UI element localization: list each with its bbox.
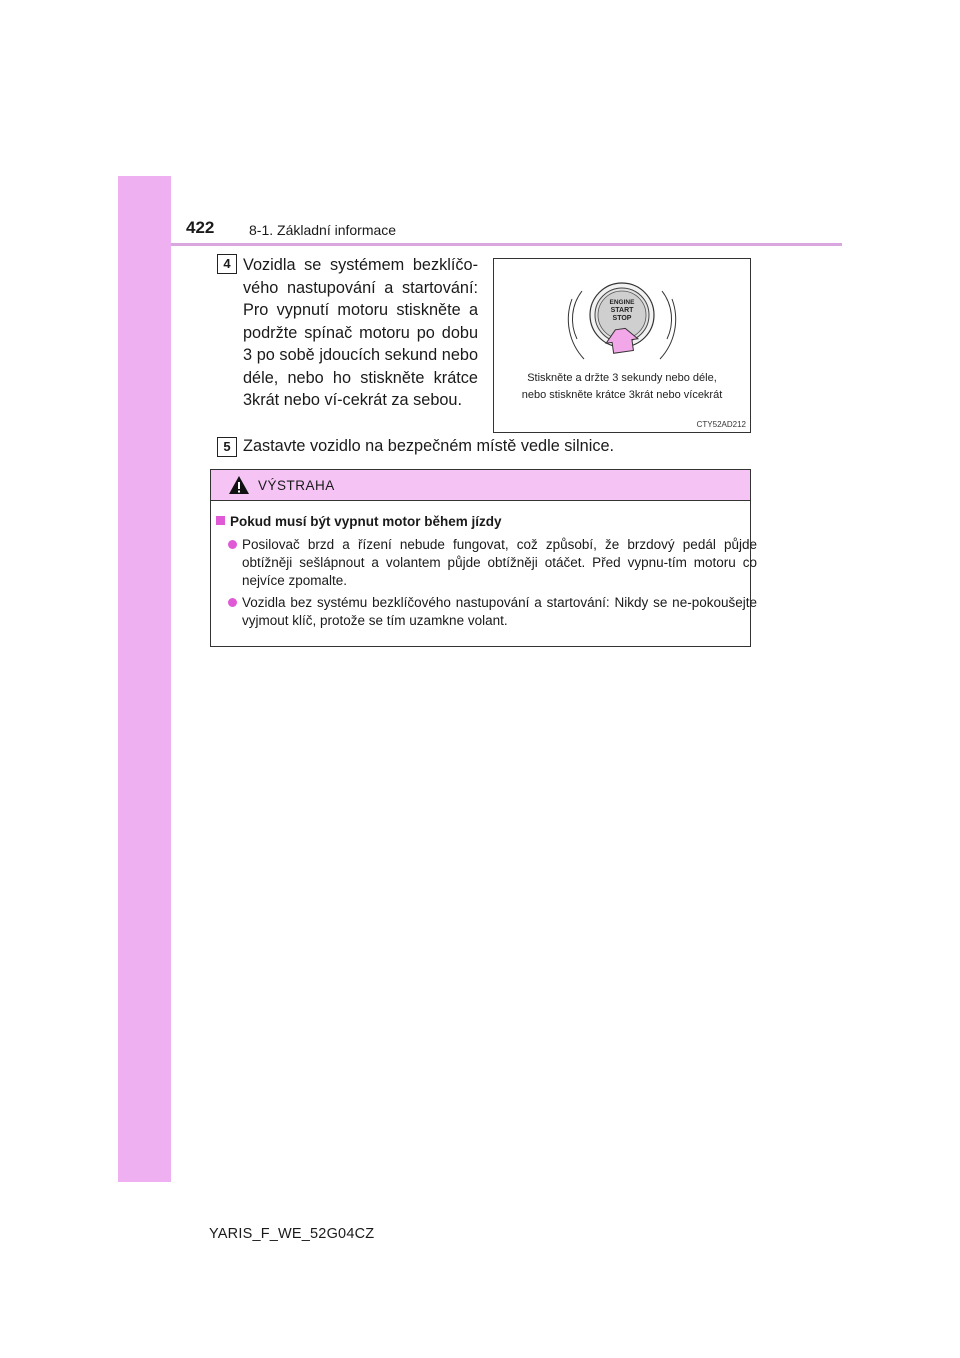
button-label-stop: STOP xyxy=(612,315,632,322)
button-label-start: START xyxy=(610,307,634,314)
warning-item-title-text: Pokud musí být vypnut motor během jízdy xyxy=(230,514,502,529)
figure-code: CTY52AD212 xyxy=(696,420,746,429)
warning-bullet-1 xyxy=(228,536,757,590)
figure-caption xyxy=(498,370,746,404)
engine-button-figure xyxy=(493,258,751,433)
step-5-text: Zastavte vozidlo na bezpečném místě vedle silnice. xyxy=(243,437,615,455)
warning-item-title xyxy=(216,514,502,529)
step-number-5: 5 xyxy=(217,437,237,457)
round-bullet-icon xyxy=(228,540,237,549)
step-number-4: 4 xyxy=(217,254,237,274)
page-number: 422 xyxy=(186,218,215,237)
warning-bullet-2 xyxy=(228,594,757,630)
figure-caption-line-1: Stiskněte a držte 3 sekundy nebo déle, xyxy=(527,372,717,384)
warning-title: VÝSTRAHA xyxy=(258,478,335,493)
engine-button-illustration xyxy=(494,259,750,432)
square-bullet-icon xyxy=(216,516,225,525)
warning-triangle-icon xyxy=(228,475,250,495)
warning-bullet-2-text: Vozidla bez systému bezklíčového nastupování a startování: Nikdy se ne-pokoušejte vyjmout klíč, protože se tím uzamkne volant. xyxy=(242,595,757,628)
header-rule xyxy=(171,243,842,246)
figure-caption-line-2: nebo stiskněte krátce 3krát nebo vícekrát xyxy=(521,389,723,401)
footer-code: YARIS_F_WE_52G04CZ xyxy=(209,1226,375,1242)
section-title: 8-1. Základní informace xyxy=(249,222,397,238)
round-bullet-icon xyxy=(228,598,237,607)
side-tab-band xyxy=(118,176,171,1182)
warning-header xyxy=(211,470,750,501)
warning-bullet-1-text: Posilovač brzd a řízení nebude fungovat, což způsobí, že brzdový pedál půjde obtížněji sešlápnout a volantem půjde obtížněji otáčet. Před vypnu-tím motoru co nejvíce zpomalte. xyxy=(242,537,757,588)
warning-box xyxy=(210,469,757,647)
button-label-engine: ENGINE xyxy=(609,299,635,306)
step-4-text: Vozidla se systémem bezklíčo-vého nastupování a startování: Pro vypnutí motoru stiskněte a podržte spínač motoru po dobu 3 po sobě jdoucích sekund nebo déle, nebo ho stiskněte krátce 3krát nebo ví-cekrát za sebou. xyxy=(243,256,478,409)
